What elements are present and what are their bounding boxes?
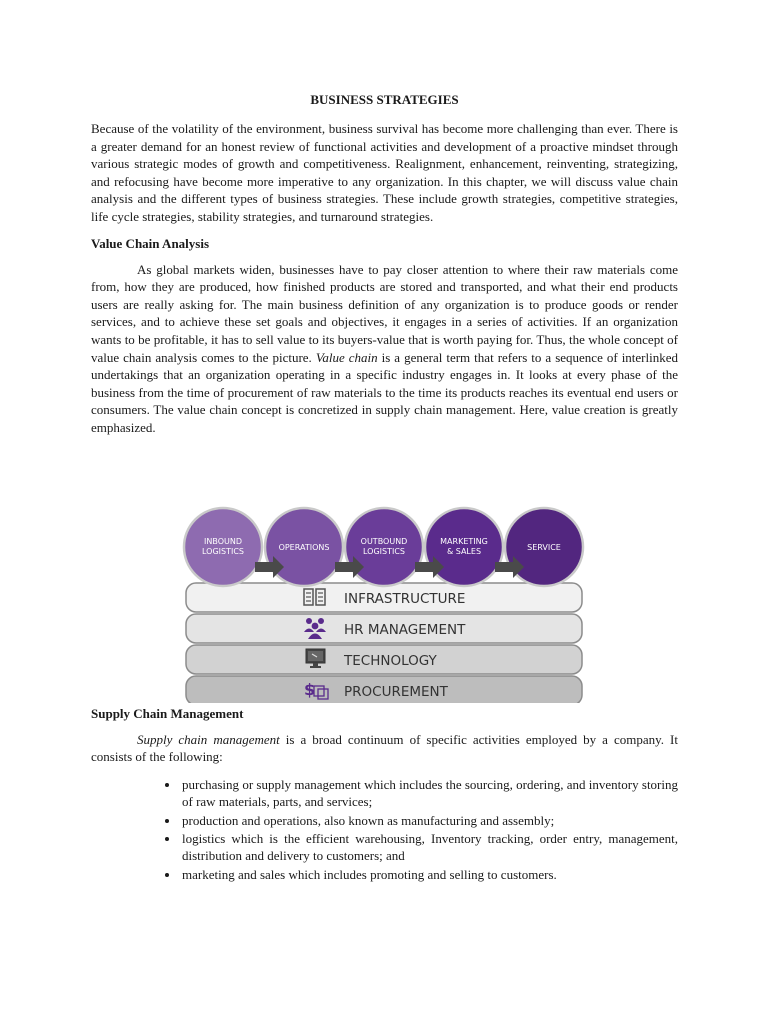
value-chain-diagram: [91, 437, 678, 703]
support-label-procurement: PROCUREMENT: [344, 683, 448, 700]
supply-chain-heading: Supply Chain Management: [91, 705, 244, 721]
primary-activities: [184, 508, 583, 586]
value-chain-paragraph: [91, 261, 678, 437]
supply-chain-term: Supply chain management: [137, 731, 280, 747]
primary-label-line1: OPERATIONS: [278, 542, 330, 552]
supply-chain-text-after: is a broad continuum of specific activities employed by a company. It consists of the following:: [91, 731, 678, 765]
list-item: • production and operations, also known as manufacturing and assembly;: [180, 812, 678, 829]
list-item: • marketing and sales which includes promoting and selling to customers.: [180, 866, 678, 883]
list-item: • purchasing or supply management which includes the sourcing, ordering, and inventory storing of raw materials, parts, and services;: [180, 776, 678, 811]
support-bars: [186, 583, 582, 703]
list-item: • logistics which is the efficient warehousing, Inventory tracking, order entry, management, distribution and delivery to customers; and: [180, 830, 678, 865]
support-bar-technology: [186, 645, 582, 674]
supply-chain-list: [91, 776, 678, 883]
support-label-infrastructure: INFRASTRUCTURE: [344, 590, 466, 607]
primary-inbound-logistics: [184, 508, 262, 586]
support-bar-procurement: [186, 676, 582, 703]
value-chain-text-after: is a general term that refers to a sequence of interlinked undertakings that an organization operating in a specific industry engages in. It looks at every phase of the business from the time of procurement of raw materials to the time its products reaches its eventual end users or consumers. The value chain concept is concretized in supply chain management. Here, value creation is greatly emphasized.: [91, 349, 679, 435]
value-chain-heading: Value Chain Analysis: [91, 235, 210, 251]
support-label-technology: TECHNOLOGY: [344, 652, 437, 669]
support-bar-hr-management: [186, 614, 582, 643]
document-content: [91, 92, 678, 884]
primary-label-line2: & SALES: [446, 546, 482, 556]
value-chain-text-before: As global markets widen, businesses have to pay closer attention to where their raw materials come from, how they are produced, how finished products are stored and transported, and what their end products users are really asking for. The main business definition of any organization is to produce goods or render services, and to achieve these set goals and objectives, it engages in a series of activities. If an organization wants to be profitable, it has to sell value to its buyers-value that is worth paying for. Thus, the whole concept of value chain analysis comes to the picture.: [91, 261, 678, 365]
svg-text:$: $: [304, 679, 316, 699]
support-label-hr-management: HR MANAGEMENT: [344, 621, 466, 638]
primary-label-line2: LOGISTICS: [362, 546, 406, 556]
supply-chain-paragraph: [91, 731, 678, 766]
intro-paragraph: Because of the volatility of the environment, business survival has become more challenging than ever. There is a greater demand for an honest review of functional activities and development of a proactive mindset through various strategic modes of growth and competitiveness. Realignment, enhancement, reinventing, strategizing, and refocusing have become more imperative to any organization. In this chapter, we will discuss value chain analysis and the different types of business strategies. These include growth strategies, competitive strategies, life cycle strategies, stability strategies, and turnaround strategies.: [91, 121, 678, 224]
support-bar-infrastructure: [186, 583, 582, 612]
primary-label-line1: INBOUND: [204, 536, 242, 546]
primary-label-line1: OUTBOUND: [360, 536, 408, 546]
value-chain-term: Value chain: [315, 349, 378, 365]
primary-label-line1: SERVICE: [527, 542, 561, 552]
document-title: BUSINESS STRATEGIES: [310, 92, 459, 107]
primary-label-line1: MARKETING: [440, 536, 488, 546]
value-chain-svg: [91, 437, 678, 703]
primary-label-line2: LOGISTICS: [201, 546, 245, 556]
